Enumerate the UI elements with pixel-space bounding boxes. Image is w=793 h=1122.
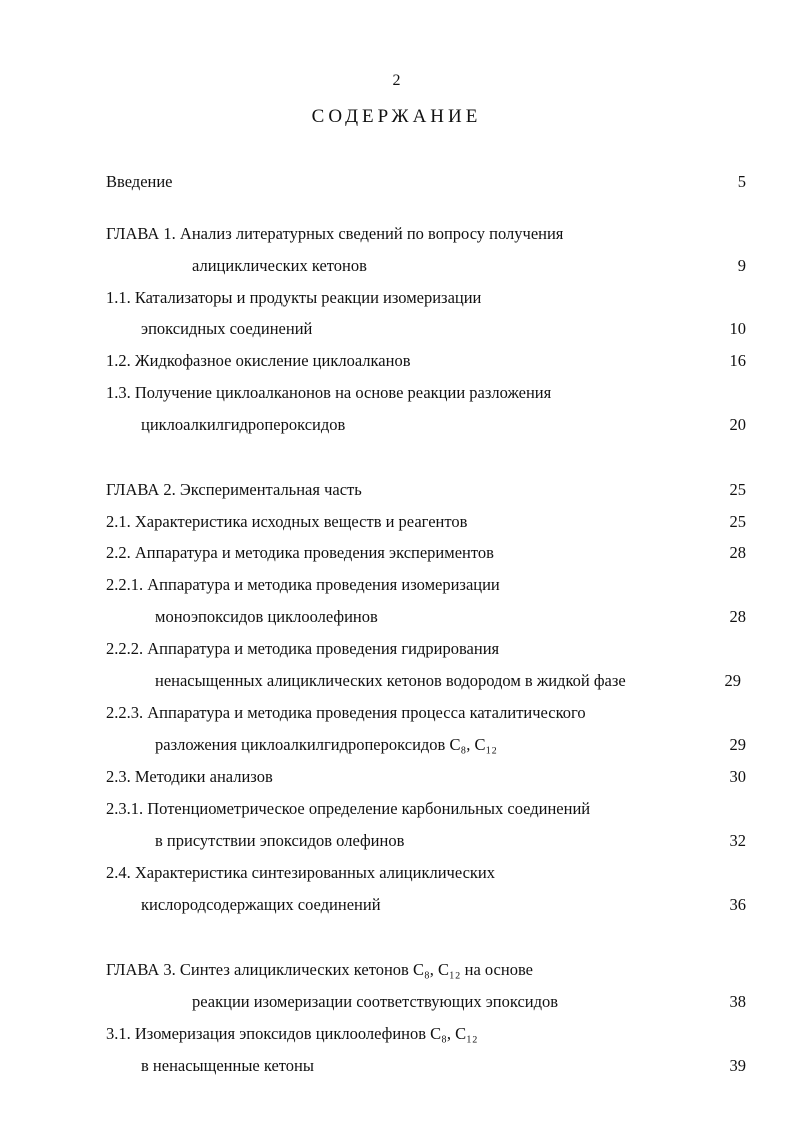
toc-page: 10 [729,319,746,338]
toc-text: кислородсодержащих соединений [141,895,381,914]
toc-text: алициклических кетонов [192,256,367,275]
toc-text: ГЛАВА 2. Экспериментальная часть [106,480,362,499]
toc-text: ГЛАВА 3. Синтез алициклических кетонов C₈, C₁₂ на основе [106,960,533,979]
page-title: СОДЕРЖАНИЕ [311,106,482,127]
toc-text: 1.1. Катализаторы и продукты реакции изомеризации [106,288,482,307]
toc-text: 2.3.1. Потенциометрическое определение карбонильных соединений [106,799,591,818]
page-number: 2 [392,72,401,89]
toc-page: 16 [729,351,746,370]
toc-text: моноэпоксидов циклоолефинов [155,607,378,626]
toc-page: 28 [729,543,746,562]
toc-text: в присутствии эпоксидов олефинов [155,831,405,850]
toc-page: 38 [729,992,746,1011]
toc-text: 2.2.2. Аппаратура и методика проведения гидрирования [106,639,500,658]
toc-text: 1.2. Жидкофазное окисление циклоалканов [106,351,411,370]
toc-text: 2.2.1. Аппаратура и методика проведения изомеризации [106,575,500,594]
toc-text: ГЛАВА 1. Анализ литературных сведений по вопросу получения [106,224,564,243]
toc-page: 29 [729,735,746,754]
toc-text: эпоксидных соединений [141,319,313,338]
toc-text: в ненасыщенные кетоны [141,1056,314,1075]
toc-page: 39 [729,1056,746,1075]
toc-text: циклоалкилгидропероксидов [141,415,346,434]
toc-page: 9 [737,256,746,275]
toc-text: 2.2. Аппаратура и методика проведения экспериментов [106,543,494,562]
toc-text: 2.3. Методики анализов [106,767,273,786]
toc-text: 2.4. Характеристика синтезированных алициклических [106,863,495,882]
toc-page: 28 [729,607,746,626]
toc-text: 2.2.3. Аппаратура и методика проведения процесса каталитического [106,703,586,722]
toc-text: 3.1. Изомеризация эпоксидов циклоолефинов C₈, C₁₂ [106,1024,478,1043]
toc-text: 2.1. Характеристика исходных веществ и реагентов [106,512,468,531]
toc-page: 5 [737,172,746,191]
toc-text: ненасыщенных алициклических кетонов водородом в жидкой фазе [155,671,626,690]
toc-page: 25 [729,512,746,531]
toc-text: Введение [106,172,173,191]
toc-page: 29 [724,671,741,690]
toc-page: 20 [729,415,746,434]
toc-page: 25 [729,480,746,499]
toc-text: реакции изомеризации соответствующих эпоксидов [192,992,559,1011]
toc-text: разложения циклоалкилгидропероксидов C₈, C₁₂ [155,735,497,754]
toc-page: 32 [729,831,746,850]
toc-page: 30 [729,767,746,786]
toc-text: 1.3. Получение циклоалканонов на основе реакции разложения [106,383,552,402]
toc-page: 36 [729,895,746,914]
